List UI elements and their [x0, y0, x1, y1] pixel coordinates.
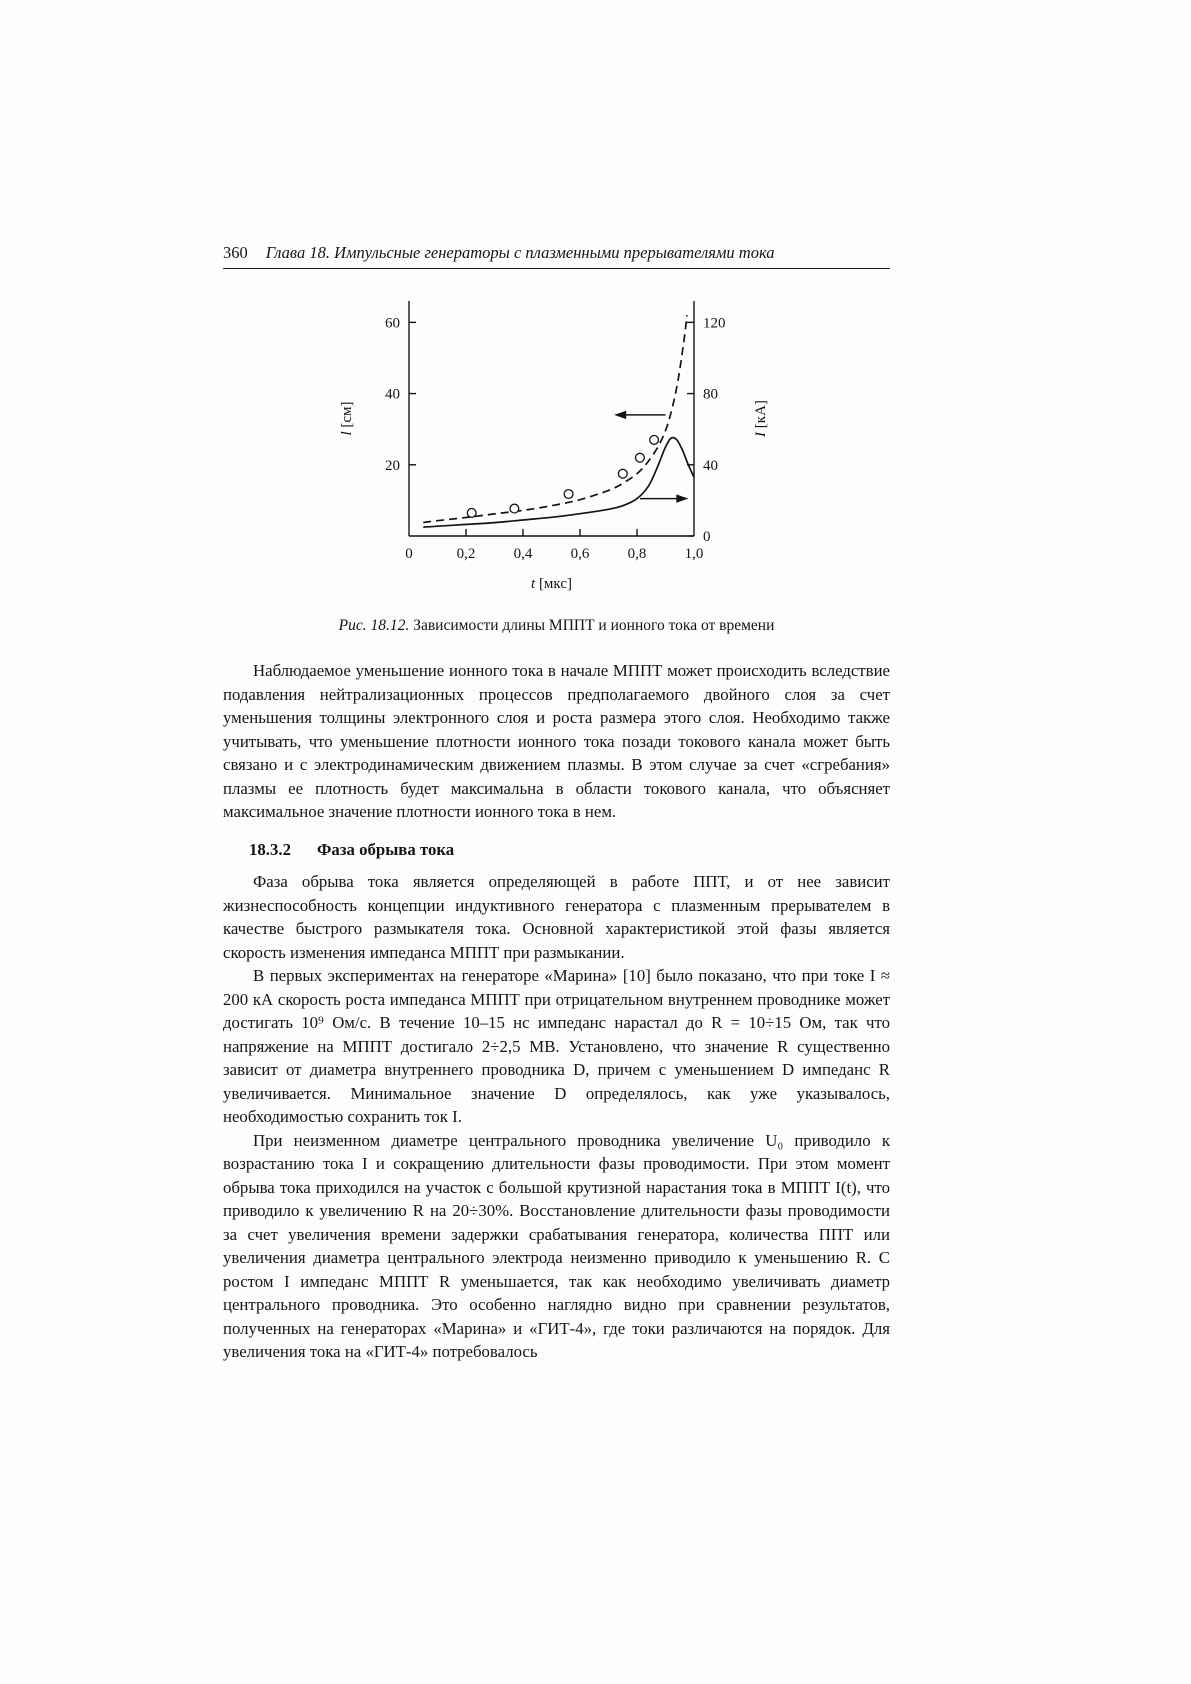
section-number: 18.3.2	[249, 839, 291, 859]
page-header	[223, 243, 890, 269]
x-axis-label: t [мкс]	[530, 576, 572, 592]
running-head-title: Глава 18. Импульсные генераторы с плазменными прерывателями тока	[265, 243, 775, 262]
x-tick-label: 0,8	[627, 546, 646, 562]
chart	[331, 291, 783, 608]
body-text	[223, 659, 890, 1364]
annotation-arrow-head	[614, 411, 626, 419]
right-axis-label: I [кА]	[752, 400, 769, 437]
figure-18-12	[223, 291, 890, 635]
paragraph-3: В первых экспериментах на генераторе «Марина» [10] было показано, что при токе I ≈ 200 кА скорость роста импеданса МППТ при отрицательном внутреннем проводнике может достигать 10⁹ Ом/с. В течение 10–15 нс импеданс нарастал до R = 10÷15 Ом, так что напряжение на МППТ достигало 2÷2,5 МВ. Установлено, что значение R существенно зависит от диаметра внутреннего проводника D, причем с уменьшением D импеданс R увеличивается. Минимальное значение D определялось, как уже указывалось, необходимостью сохранить ток I.	[223, 966, 890, 1126]
x-tick-label: 0	[404, 546, 413, 562]
text-column	[223, 243, 890, 1364]
data-point-circle	[467, 509, 476, 518]
section-heading	[249, 838, 890, 862]
data-point-circle	[564, 490, 573, 499]
x-tick-label: 0,6	[570, 546, 589, 562]
paragraph-4: При неизменном диаметре центрального проводника увеличение U₀ приводило к возрастанию тока I и сокращению длительности фазы проводимости. При этом момент обрыва тока приходился на участок с большой крутизной нарастания тока в МППТ I(t), что приводило к увеличению R на 20÷30%. Восстановление длительности фазы проводимости за счет увеличения времени задержки срабатывания генератора, количества ППТ или увеличения диаметра центрального электрода неизменно приводило к уменьшению R. С ростом I импеданс МППТ R уменьшается, так как необходимо увеличивать диаметр центрального проводника. Это особенно наглядно видно при сравнении результатов, полученных на генераторах «Марина» и «ГИТ-4», где токи различаются на порядок. Для увеличения тока на «ГИТ-4» потребовалось	[223, 1130, 890, 1361]
figure-caption-label: Рис. 18.12.	[338, 617, 410, 634]
x-tick-label: 0,4	[513, 546, 532, 562]
right-tick-label: 40	[702, 457, 718, 474]
data-point-circle	[635, 453, 644, 462]
paragraph-2: Фаза обрыва тока является определяющей в работе ППТ, и от нее зависит жизнеспособность концепции индуктивного генератора с плазменным прерывателем в качестве быстрого размыкателя тока. Основной характеристикой этой фазы является скорость изменения импеданса МППТ при размыкании.	[223, 872, 890, 962]
figure-caption-text: Зависимости длины МППТ и ионного тока от времени	[413, 617, 775, 634]
right-tick-label: 0	[702, 529, 710, 545]
right-tick-label: 80	[702, 386, 718, 403]
data-point-circle	[510, 504, 519, 513]
data-point-circle	[649, 436, 658, 445]
annotation-arrow-head	[676, 494, 688, 502]
right-tick-label: 120	[702, 315, 725, 332]
x-tick-label: 0,2	[456, 546, 475, 562]
left-axis-label: l [см]	[338, 401, 355, 436]
solid-curve	[423, 438, 694, 528]
data-point-circle	[618, 469, 627, 478]
paragraph-1: Наблюдаемое уменьшение ионного тока в начале МППТ может происходить вследствие подавления нейтрализационных процессов предполагаемого двойного слоя за счет уменьшения толщины электронного слоя и роста размера этого слоя. Необходимо также учитывать, что уменьшение плотности ионного тока позади токового канала может быть связано и с электродинамическим движением плазмы. В этом случае за счет «сгребания» плазмы ее плотность будет максимальна в области токового канала, что объясняет максимальное значение плотности ионного тока в нем.	[223, 661, 890, 821]
section-title: Фаза обрыва тока	[316, 839, 455, 859]
left-tick-label: 20	[384, 457, 400, 474]
figure-caption	[223, 617, 890, 635]
dashed-curve	[423, 315, 687, 522]
page-number: 360	[223, 243, 248, 262]
figure-chart-svg	[331, 291, 783, 603]
left-tick-label: 40	[384, 386, 400, 403]
x-tick-label: 1,0	[684, 546, 703, 562]
left-tick-label: 60	[384, 315, 400, 332]
